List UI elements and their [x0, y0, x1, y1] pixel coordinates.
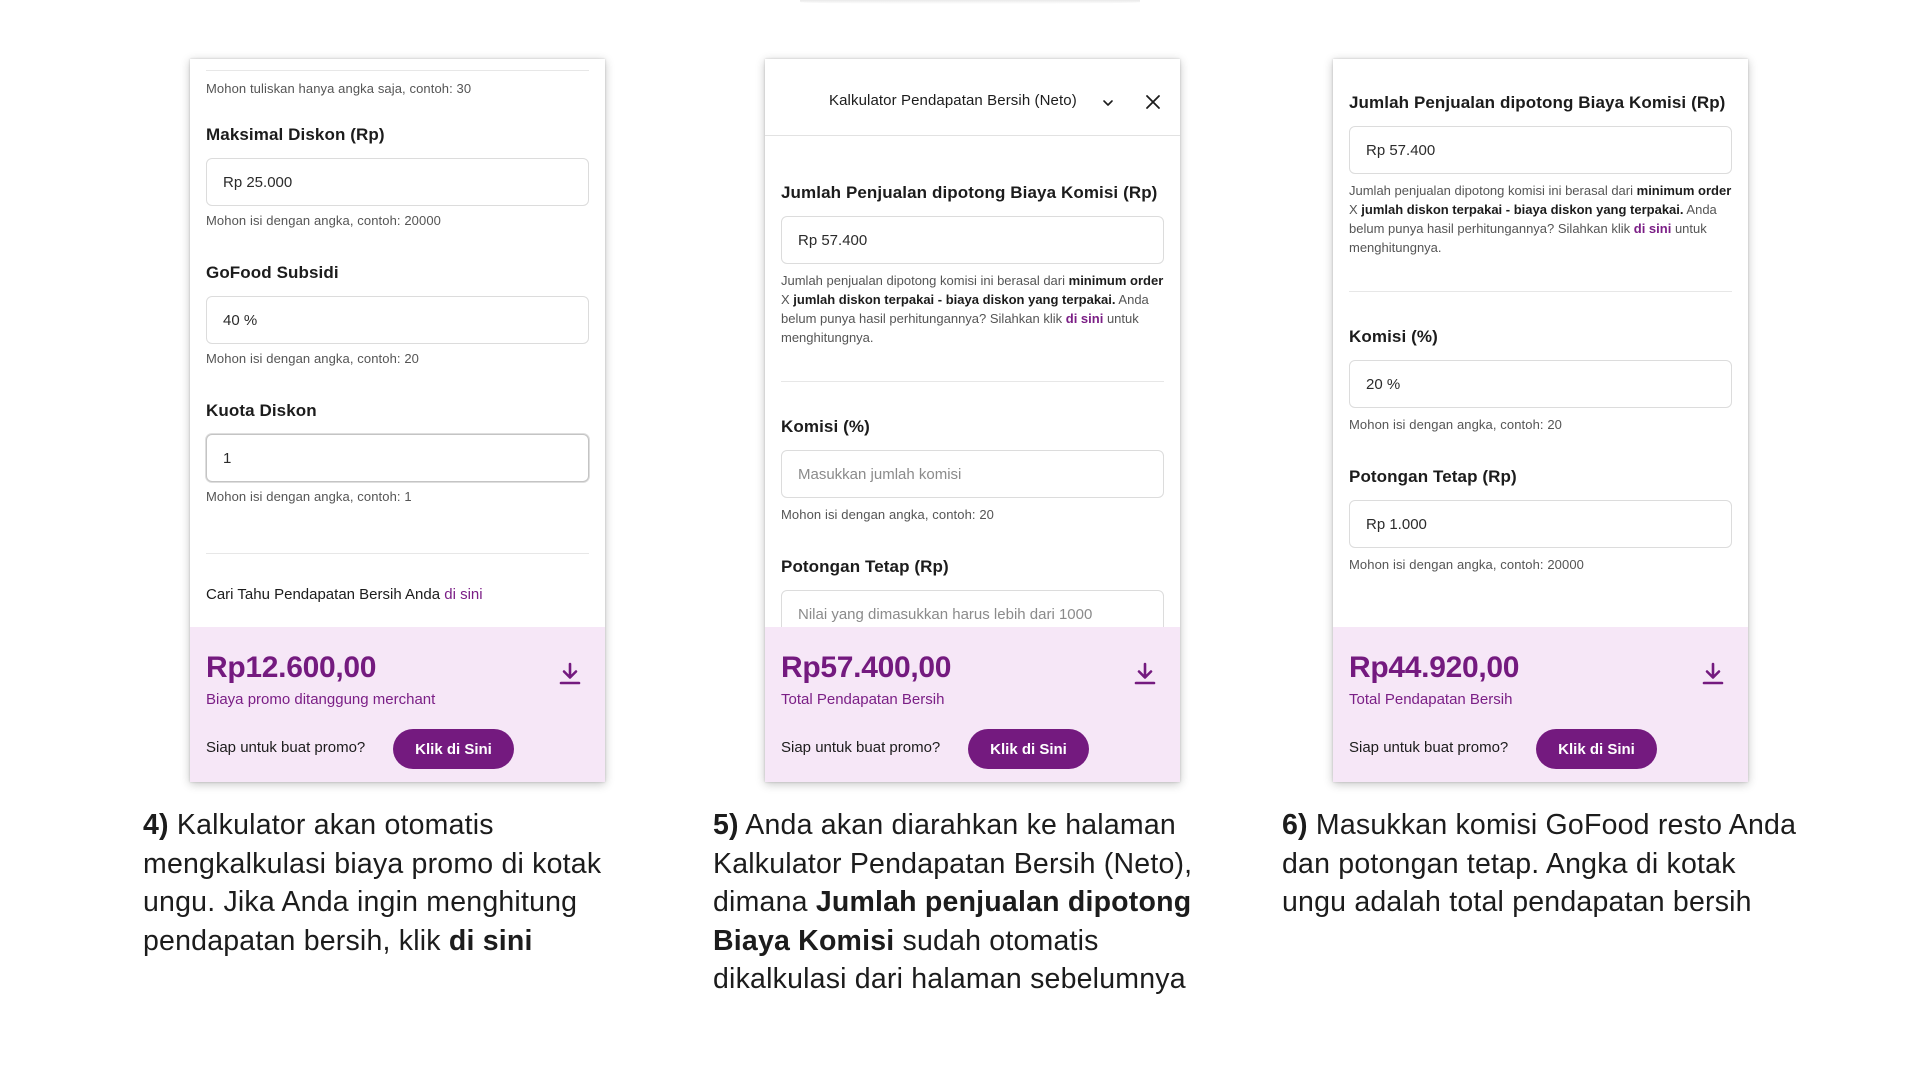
max-discount-input[interactable]: Rp 25.000: [206, 158, 589, 206]
close-icon[interactable]: [1145, 94, 1161, 110]
step-5-caption: [713, 806, 1233, 999]
step-number: 4): [143, 809, 169, 841]
step-number: 6): [1282, 809, 1308, 841]
gofood-subsidy-hint: Mohon isi dengan angka, contoh: 20: [206, 351, 419, 366]
card3-scroll-content: [1349, 59, 1732, 574]
chevron-down-icon[interactable]: [1101, 96, 1115, 110]
max-discount-hint: Mohon isi dengan angka, contoh: 20000: [206, 213, 441, 228]
result-panel: [765, 627, 1180, 782]
net-income-prompt: [206, 586, 589, 603]
commission-hint: Mohon isi dengan angka, contoh: 20: [1349, 417, 1562, 432]
desc-text: X: [781, 292, 790, 307]
promo-calculator-card: [190, 59, 605, 782]
discount-percent-hint: Mohon tuliskan hanya angka saja, contoh: 30: [206, 81, 472, 96]
step-text: Anda akan diarahkan ke halaman Kalkulator Pendapatan Bersih (Neto), dimana: [713, 809, 1193, 918]
create-promo-button[interactable]: Klik di Sini: [393, 729, 514, 769]
result-label: Total Pendapatan Bersih: [781, 691, 945, 708]
desc-text: Jumlah penjualan dipotong komisi ini berasal dari: [781, 273, 1066, 288]
desc-bold: minimum order: [1068, 273, 1164, 288]
step-text: Kalkulator akan otomatis mengkalkulasi biaya promo di kotak ungu. Jika Anda ingin menghitung pendapatan bersih, klik: [143, 809, 602, 957]
discount-quota-hint: Mohon isi dengan angka, contoh: 1: [206, 489, 412, 504]
gofood-subsidy-input[interactable]: 40 %: [206, 296, 589, 344]
sales-after-commission-description: [781, 271, 1164, 347]
top-edge-shadow: [800, 0, 1140, 4]
sales-after-commission-label: Jumlah Penjualan dipotong Biaya Komisi (Rp): [1349, 93, 1726, 112]
gofood-subsidy-label: GoFood Subsidi: [206, 263, 339, 282]
desc-text: Jumlah penjualan dipotong komisi ini berasal dari: [1349, 183, 1634, 198]
net-income-prompt-text: Cari Tahu Pendapatan Bersih Anda: [206, 586, 441, 603]
step-bold-text: di sini: [448, 924, 533, 957]
result-label: Total Pendapatan Bersih: [1349, 691, 1513, 708]
desc-link[interactable]: di sini: [1065, 311, 1104, 326]
result-amount: Rp12.600,00: [206, 651, 377, 684]
desc-text: X: [1349, 202, 1358, 217]
desc-text: untuk menghitungnya.: [1349, 221, 1707, 255]
desc-text: untuk menghitungnya.: [781, 311, 1139, 345]
desc-bold: minimum order: [1636, 183, 1732, 198]
commission-input[interactable]: Masukkan jumlah komisi: [781, 450, 1164, 498]
sales-after-commission-label: Jumlah Penjualan dipotong Biaya Komisi (Rp): [781, 183, 1158, 202]
discount-quota-input[interactable]: 1: [206, 434, 589, 482]
sales-after-commission-input[interactable]: Rp 57.400: [1349, 126, 1732, 174]
net-income-calculator-card: [765, 59, 1180, 782]
result-amount: Rp57.400,00: [781, 651, 952, 684]
commission-label: Komisi (%): [781, 417, 870, 436]
fixed-cut-label: Potongan Tetap (Rp): [781, 557, 949, 576]
step-number: 5): [713, 809, 739, 841]
step-text: sudah otomatis dikalkulasi dari halaman sebelumnya: [713, 924, 1186, 995]
commission-hint: Mohon isi dengan angka, contoh: 20: [781, 507, 994, 522]
desc-text: Anda belum punya hasil perhitungannya? Silahkan klik: [781, 292, 1149, 326]
section-divider: [1349, 291, 1732, 292]
step-text: Masukkan komisi GoFood resto Anda dan potongan tetap. Angka di kotak ungu adalah total pendapatan bersih: [1282, 809, 1797, 918]
result-panel: [190, 627, 605, 782]
discount-quota-label: Kuota Diskon: [206, 401, 317, 420]
result-panel: [1333, 627, 1748, 782]
create-promo-button[interactable]: Klik di Sini: [968, 729, 1089, 769]
desc-link[interactable]: di sini: [1633, 221, 1672, 236]
result-label: Biaya promo ditanggung merchant: [206, 691, 436, 708]
download-icon[interactable]: [1134, 662, 1156, 686]
promo-prompt: Siap untuk buat promo?: [1349, 739, 1509, 756]
create-promo-button[interactable]: Klik di Sini: [1536, 729, 1657, 769]
max-discount-label: Maksimal Diskon (Rp): [206, 125, 385, 144]
sales-after-commission-description: [1349, 181, 1732, 257]
commission-label: Komisi (%): [1349, 327, 1438, 346]
desc-bold: jumlah diskon terpakai - biaya diskon yang terpakai.: [1361, 202, 1684, 217]
desc-bold: jumlah diskon terpakai - biaya diskon yang terpakai.: [793, 292, 1116, 307]
commission-input[interactable]: 20 %: [1349, 360, 1732, 408]
fixed-cut-input[interactable]: Rp 1.000: [1349, 500, 1732, 548]
fixed-cut-input[interactable]: Nilai yang dimasukkan harus lebih dari 1000: [781, 590, 1164, 638]
step-bold-text: Jumlah penjualan dipotong Biaya Komisi: [713, 886, 1192, 957]
card2-scroll-content: [781, 136, 1164, 638]
calculator-header: [765, 59, 1180, 136]
download-icon[interactable]: [559, 662, 581, 686]
section-divider: [206, 553, 589, 554]
net-income-link[interactable]: di sini: [444, 586, 483, 603]
desc-text: Anda belum punya hasil perhitungannya? Silahkan klik: [1349, 202, 1717, 236]
calculator-title[interactable]: Kalkulator Pendapatan Bersih (Neto): [829, 92, 1077, 109]
net-income-result-card: [1333, 59, 1748, 782]
top-divider: [206, 70, 589, 71]
promo-prompt: Siap untuk buat promo?: [781, 739, 941, 756]
download-icon[interactable]: [1702, 662, 1724, 686]
section-divider: [781, 381, 1164, 382]
step-4-caption: [143, 806, 663, 960]
sales-after-commission-input[interactable]: Rp 57.400: [781, 216, 1164, 264]
step-6-caption: [1282, 806, 1802, 922]
fixed-cut-label: Potongan Tetap (Rp): [1349, 467, 1517, 486]
result-amount: Rp44.920,00: [1349, 651, 1520, 684]
card1-scroll-content: [206, 59, 589, 603]
fixed-cut-hint: Mohon isi dengan angka, contoh: 20000: [1349, 557, 1584, 572]
promo-prompt: Siap untuk buat promo?: [206, 739, 366, 756]
